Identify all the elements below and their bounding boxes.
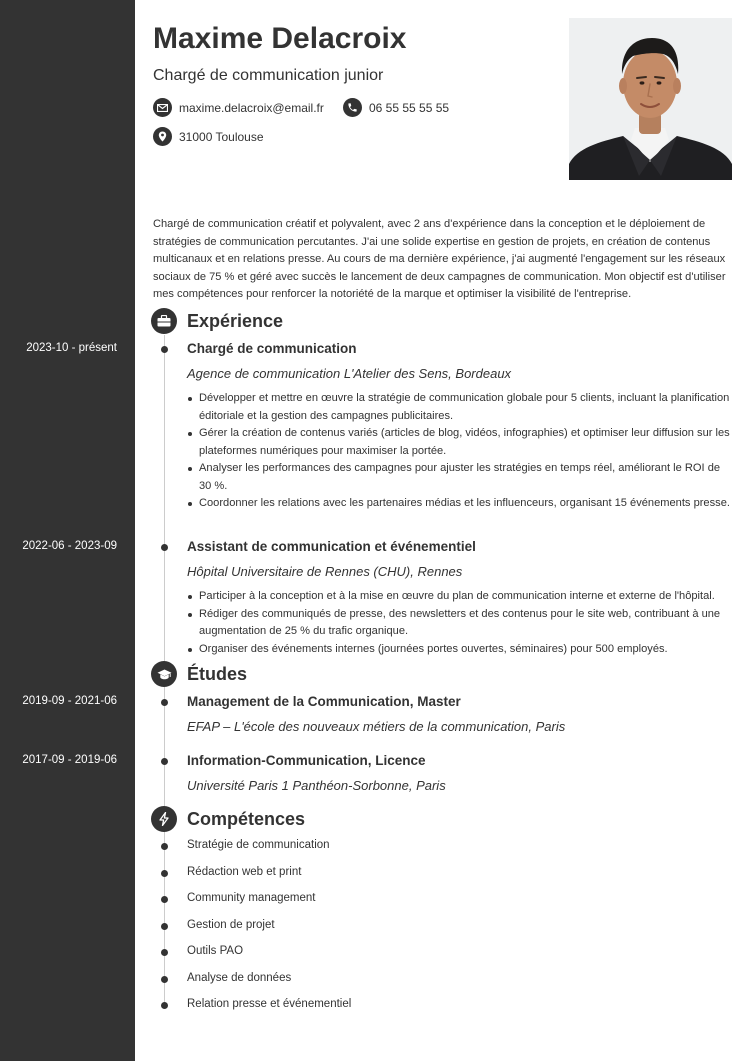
timeline-dot: [161, 896, 168, 903]
timeline-dot: [161, 699, 168, 706]
contact-location: [153, 127, 264, 146]
timeline-dot: [161, 843, 168, 850]
education-1-degree: Management de la Communication, Master: [187, 694, 461, 709]
education-2-date: 2017-09 - 2019-06: [22, 754, 117, 766]
profile-photo: [569, 18, 732, 180]
contact-email[interactable]: [153, 98, 324, 117]
education-2-degree: Information-Communication, Licence: [187, 753, 426, 768]
candidate-name: Maxime Delacroix: [153, 22, 407, 55]
task-item: Développer et mettre en œuvre la stratégie de communication globale pour 5 clients, incluant la planification éditoriale et la gestion des campagnes publicitaires.: [187, 390, 732, 425]
timeline-dot: [161, 923, 168, 930]
timeline-dot: [161, 1002, 168, 1009]
contact-phone[interactable]: [343, 98, 449, 117]
task-item: Participer à la conception et à la mise en œuvre du plan de communication interne et externe de l'hôpital.: [187, 588, 732, 606]
timeline-dot: [161, 544, 168, 551]
briefcase-icon: [151, 308, 177, 334]
education-2-school: Université Paris 1 Panthéon-Sorbonne, Paris: [187, 778, 446, 793]
experience-1-company: Agence de communication L'Atelier des Sens, Bordeaux: [187, 366, 512, 381]
phone-text: 06 55 55 55 55: [369, 100, 450, 115]
education-1-date: 2019-09 - 2021-06: [22, 695, 117, 707]
education-1-school: EFAP – L'école des nouveaux métiers de la communication, Paris: [187, 719, 566, 734]
job-title: Chargé de communication junior: [153, 67, 384, 84]
phone-icon: [343, 98, 362, 117]
timeline-dot: [161, 758, 168, 765]
experience-2-tasks: [187, 588, 732, 658]
skills-heading: Compétences: [187, 809, 306, 829]
graduation-cap-icon: [151, 661, 177, 687]
email-text: maxime.delacroix@email.fr: [179, 100, 324, 115]
skill-item: Outils PAO: [187, 945, 244, 957]
skill-item: Stratégie de communication: [187, 839, 330, 851]
experience-1-role: Chargé de communication: [187, 341, 357, 356]
sidebar: [0, 0, 135, 1061]
education-heading: Études: [187, 664, 248, 684]
task-item: Coordonner les relations avec les partenaires médias et les influenceurs, organisant 15 événements presse.: [187, 495, 732, 513]
location-pin-icon: [153, 127, 172, 146]
skill-item: Community management: [187, 892, 316, 904]
skill-item: Relation presse et événementiel: [187, 998, 352, 1010]
skill-item: Rédaction web et print: [187, 866, 302, 878]
experience-2-company: Hôpital Universitaire de Rennes (CHU), Rennes: [187, 564, 463, 579]
location-text: 31000 Toulouse: [179, 129, 264, 144]
task-item: Gérer la création de contenus variés (articles de blog, vidéos, infographies) et optimiser leur diffusion sur les plateformes numériques pour maximiser la portée.: [187, 425, 732, 460]
envelope-icon: [153, 98, 172, 117]
experience-heading: Expérience: [187, 311, 284, 331]
experience-2-role: Assistant de communication et événementiel: [187, 539, 476, 554]
timeline-dot: [161, 949, 168, 956]
task-item: Rédiger des communiqués de presse, des newsletters et des contenus pour le site web, contribuant à une augmentation de 25 % du trafic organique.: [187, 606, 732, 641]
timeline-dot: [161, 870, 168, 877]
experience-1-date: 2023-10 - présent: [26, 342, 117, 354]
skill-item: Analyse de données: [187, 972, 292, 984]
timeline-dot: [161, 346, 168, 353]
task-item: Organiser des événements internes (journées portes ouvertes, séminaires) pour 500 employés.: [187, 641, 732, 659]
timeline-dot: [161, 976, 168, 983]
lightning-icon: [151, 806, 177, 832]
profile-summary: Chargé de communication créatif et polyvalent, avec 2 ans d'expérience dans la conception et le déploiement de stratégies de communication percutantes. J'ai une solide expertise en gestion de projets, en création de contenus multicanaux et en relations presse. Au cours de ma dernière expérience, j'ai augmenté l'engagement sur les réseaux sociaux de 75 % et géré avec succès le lancement de deux campagnes de communication. Mon objectif est d'utiliser mes compétences pour renforcer la notoriété de la marque et optimiser la visibilité de l'entreprise.: [153, 218, 726, 301]
experience-2-date: 2022-06 - 2023-09: [22, 540, 117, 552]
experience-1-tasks: [187, 390, 732, 513]
task-item: Analyser les performances des campagnes pour ajuster les stratégies en temps réel, améliorant le ROI de 30 %.: [187, 460, 732, 495]
skill-item: Gestion de projet: [187, 919, 275, 931]
